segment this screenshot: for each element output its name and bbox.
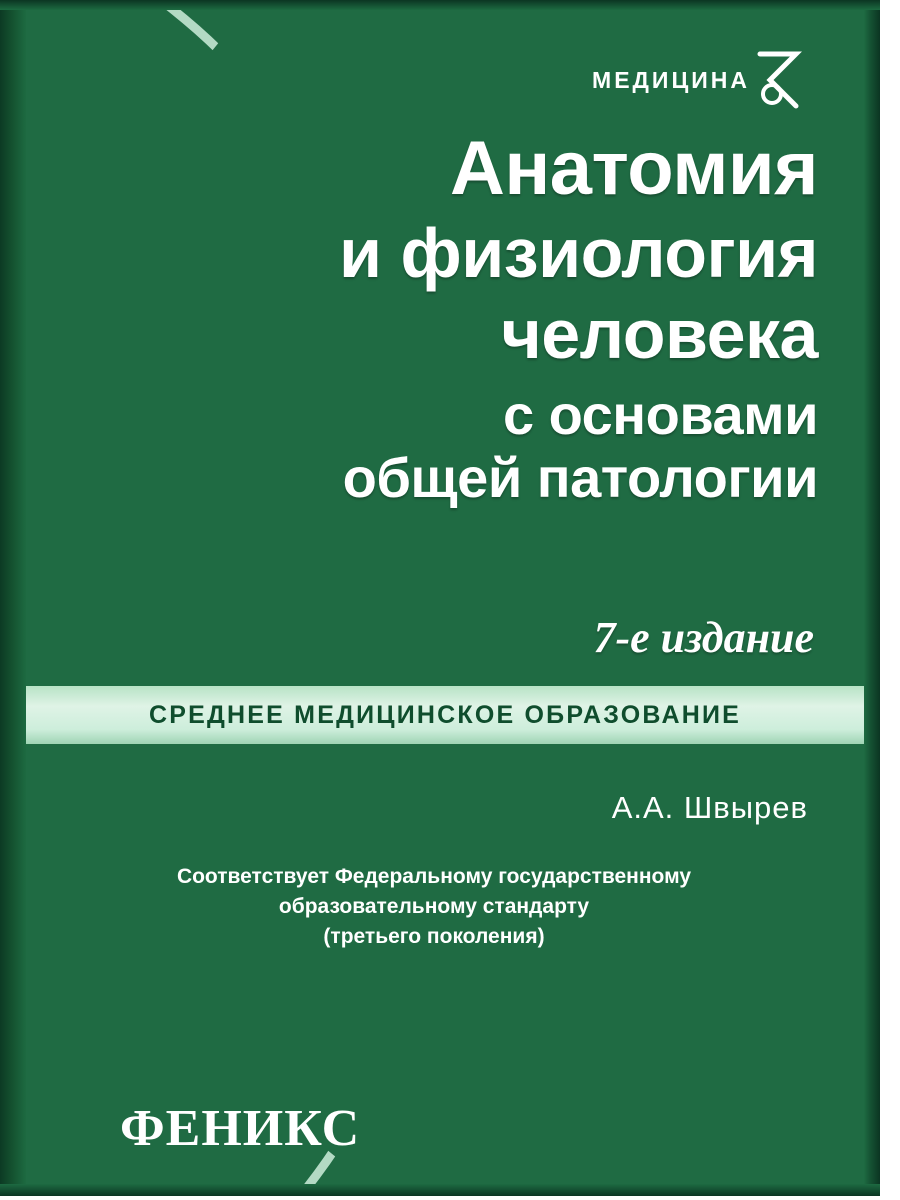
title-line-1: Анатомия (450, 126, 818, 211)
title-line-4: с основами (502, 383, 818, 447)
title-line-3: человека (501, 294, 818, 373)
standard-line-2: образовательному стандарту (278, 894, 590, 918)
book-title (158, 126, 818, 510)
title-line-2: и физиология (339, 213, 818, 292)
standard-line-3: (третьего поколения) (323, 924, 545, 948)
standard-compliance-note (84, 862, 784, 951)
series-band (26, 686, 864, 744)
cover-edge-left (0, 0, 26, 1196)
title-line-5: общей патологии (342, 446, 818, 510)
imprint-label: МЕДИЦИНА (592, 66, 750, 93)
medicine-logo-icon (756, 50, 802, 110)
cover-edge-bottom (0, 1184, 880, 1196)
standard-line-1: Соответствует Федеральному государственному (176, 865, 692, 888)
edition-label: 7-е издание (593, 613, 814, 662)
author-name: А.А. Швырев (611, 790, 808, 825)
cover-edge-right (864, 0, 880, 1196)
cover-edge-top (0, 0, 880, 10)
publisher-name: ФЕНИКС (120, 1100, 361, 1157)
series-band-label: СРЕДНЕЕ МЕДИЦИНСКОЕ ОБРАЗОВАНИЕ (149, 700, 741, 729)
publisher-imprint (592, 50, 802, 110)
